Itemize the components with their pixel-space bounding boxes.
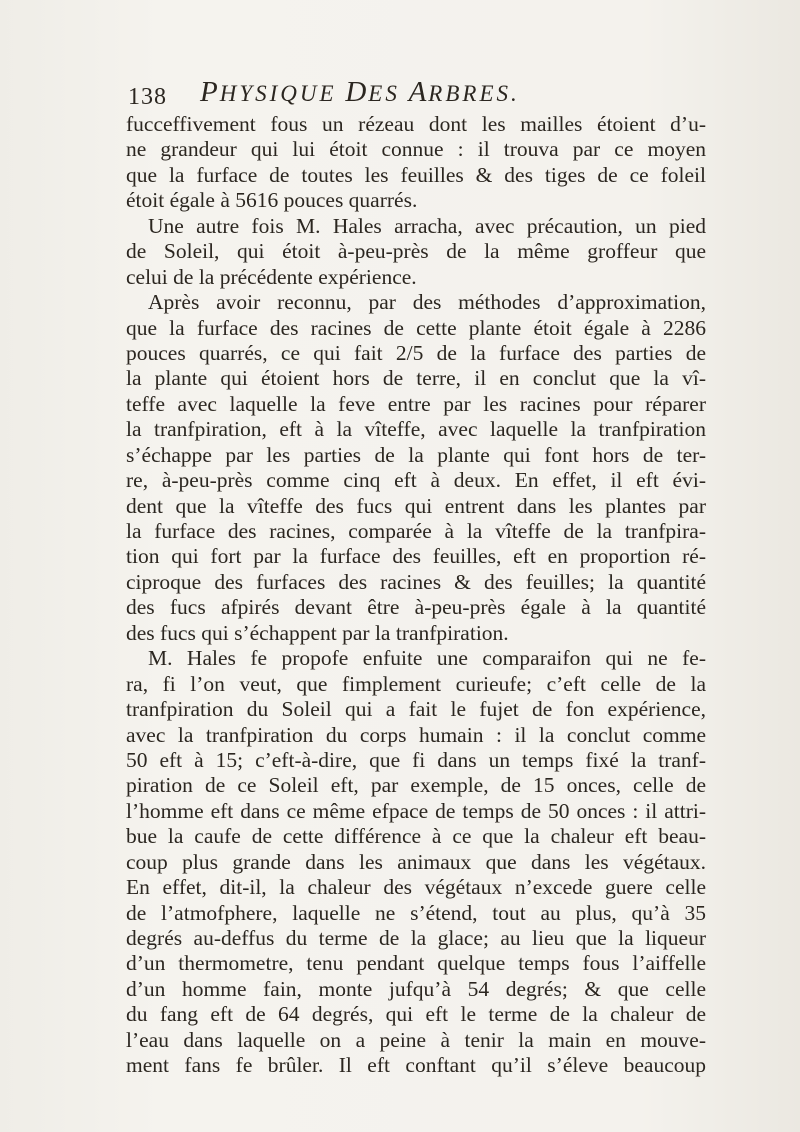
- text-line: étoit égale à 5616 pouces quarrés.: [126, 188, 418, 213]
- text-line: tranfpiration du Soleil qui a fait le fujet de fon expérience,: [126, 697, 706, 722]
- text-line: M. Hales fe propofe enfuite une comparaifon qui ne fe-: [148, 646, 706, 671]
- page-header: [128, 76, 688, 110]
- text-line: ra, fi l’on veut, que fimplement curieufe; c’eft celle de la: [126, 671, 706, 696]
- text-line: l’eau dans laquelle on a peine à tenir la main en mouve-: [126, 1027, 706, 1052]
- text-line: de Soleil, qui étoit à-peu-près de la même groffeur que: [126, 239, 706, 264]
- text-line: des fucs qui s’échappent par la tranfpiration.: [126, 620, 509, 645]
- running-title: [200, 76, 520, 109]
- text-line: l’homme eft dans ce même efpace de temps de 50 onces : il attri-: [126, 798, 706, 823]
- text-line: pouces quarrés, ce qui fait 2/5 de la furface des parties de: [126, 340, 706, 365]
- text-line: la furface des racines, comparée à la vîteffe de la tranfpira-: [126, 519, 706, 543]
- text-line: Après avoir reconnu, par des méthodes d’approximation,: [148, 290, 706, 315]
- text-line: des fucs afpirés devant être à-peu-près égale à la quantité: [126, 595, 706, 620]
- text-line: Une autre fois M. Hales arracha, avec précaution, un pied: [148, 213, 706, 238]
- text-line: fucceffivement fous un rézeau dont les mailles étoient d’u-: [126, 112, 706, 136]
- text-line: ment fans fe brûler. Il eft conftant qu’il s’éleve beaucoup: [126, 1053, 706, 1078]
- text-line: ne grandeur qui lui étoit connue : il trouva par ce moyen: [126, 137, 706, 162]
- body-text: [126, 112, 706, 1079]
- text-line: piration de ce Soleil eft, par exemple, de 15 onces, celle de: [126, 773, 706, 798]
- text-line: que la furface de toutes les feuilles & des tiges de ce foleil: [126, 162, 706, 187]
- running-title-word-2: DES: [345, 76, 409, 108]
- text-line: En effet, dit-il, la chaleur des végétaux n’excede guere celle: [126, 875, 706, 900]
- text-line: dent que la vîteffe des fucs qui entrent dans les plantes par: [126, 493, 706, 518]
- text-line: celui de la précédente expérience.: [126, 264, 417, 289]
- text-line: avec la tranfpiration du corps humain : il la conclut comme: [126, 722, 706, 747]
- text-line: la plante qui étoient hors de terre, il en conclut que la vî-: [126, 366, 706, 391]
- text-line: coup plus grande dans les animaux que dans les végétaux.: [126, 849, 706, 874]
- text-line: du fang eft de 64 degrés, qui eft le terme de la chaleur de: [126, 1002, 706, 1027]
- text-line: d’un thermometre, tenu pendant quelque temps fous l’aiffelle: [126, 951, 706, 976]
- text-line: tion qui fort par la furface des feuilles, eft en proportion ré-: [126, 544, 706, 569]
- text-line: que la furface des racines de cette plante étoit égale à 2286: [126, 315, 706, 340]
- text-line: s’échappe par les parties de la plante qui font hors de ter-: [126, 442, 706, 467]
- text-line: d’un homme fain, monte jufqu’à 54 degrés; & que celle: [126, 976, 706, 1001]
- text-line: 50 eft à 15; c’eft-à-dire, que fi dans un temps fixé la tranf-: [126, 747, 706, 772]
- text-line: re, à-peu-près comme cinq eft à deux. En effet, il eft évi-: [126, 468, 706, 493]
- text-line: degrés au-deffus du terme de la glace; au lieu que la liqueur: [126, 926, 706, 950]
- page-number: 138: [128, 84, 167, 110]
- text-line: ciproque des furfaces des racines & des feuilles; la quantité: [126, 569, 706, 594]
- text-line: teffe avec laquelle la feve entre par les racines pour réparer: [126, 391, 706, 416]
- running-title-word-1: PHYSIQUE: [200, 76, 346, 108]
- running-title-word-3: ARBRES.: [408, 76, 520, 108]
- text-line: la tranfpiration, eft à la vîteffe, avec laquelle la tranfpiration: [126, 417, 706, 442]
- text-line: de l’atmofphere, laquelle ne s’étend, tout au plus, qu’à 35: [126, 900, 706, 925]
- text-line: bue la caufe de cette différence à ce que la chaleur eft beau-: [126, 824, 706, 849]
